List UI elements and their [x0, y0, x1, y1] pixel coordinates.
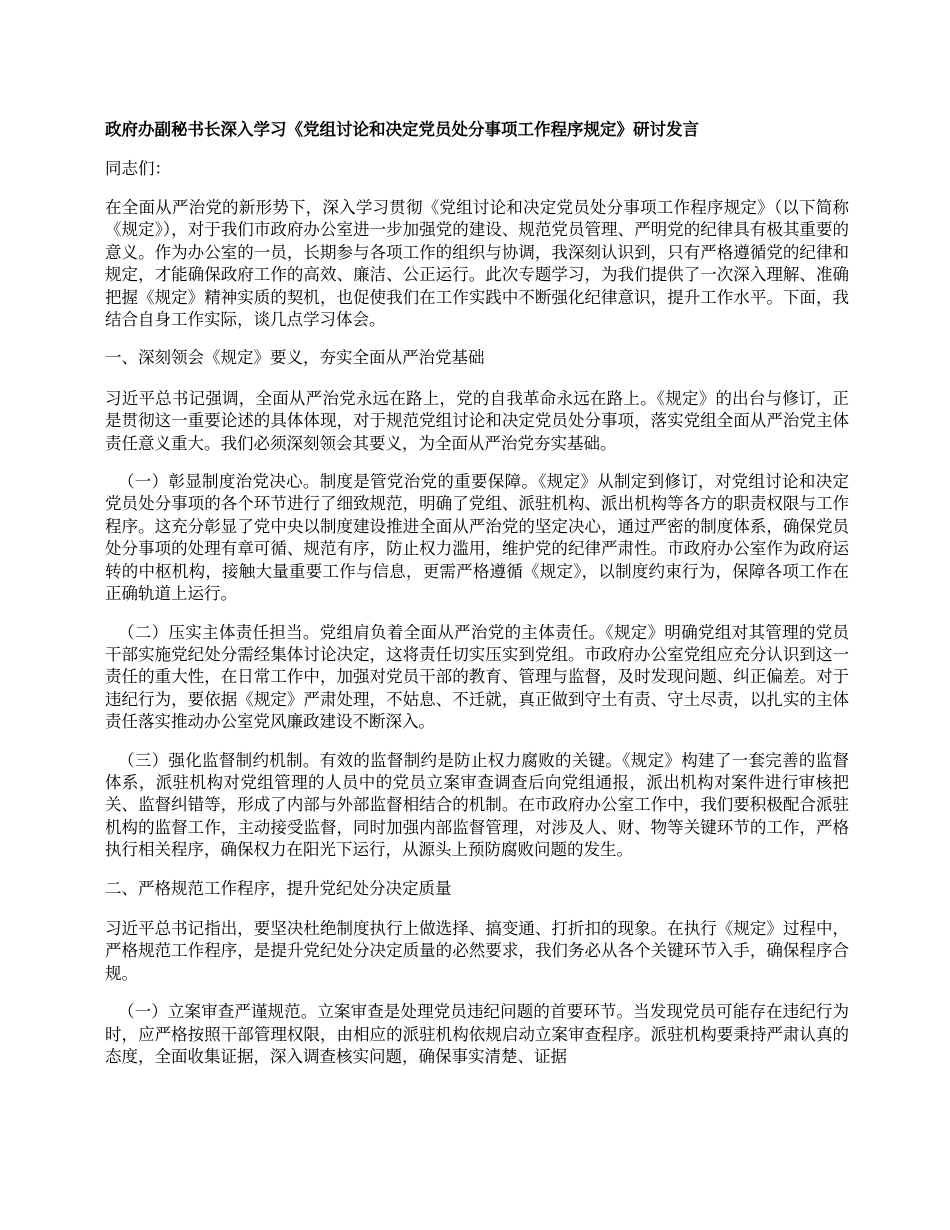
section-heading-1: 一、深刻领会《规定》要义，夯实全面从严治党基础 [105, 348, 485, 368]
salutation: 同志们： [105, 159, 171, 178]
page-title: 政府办副秘书长深入学习《党组讨论和决定党员处分事项工作程序规定》研讨发言 [105, 120, 699, 139]
intro-paragraph: 在全面从严治党的新形势下，深入学习贯彻《党组讨论和决定党员处分事项工作程序规定》（以下简称《规定》），对于我们市政府办公室进一步加强党的建设、规范党员管理、严明党的纪律具有极其重要的意义。作为办公室的一员，长期参与各项工作的组织与协调，我深刻认识到，只有严格遵循党的纪律和规定，才能确保政府工作的高效、廉洁、公正运行。此次专题学习，为我们提供了一次深入理解、准确把握《规定》精神实质的契机，也促使我们在工作实践中不断强化纪律意识，提升工作水平。下面，我结合自身工作实际，谈几点学习体会。 [105, 198, 849, 330]
section-heading-2: 二、严格规范工作程序，提升党纪处分决定质量 [105, 878, 452, 898]
section-2-lead-paragraph: 习近平总书记指出，要坚决杜绝制度执行上做选择、搞变通、打折扣的现象。在执行《规定》过程中，严格规范工作程序，是提升党纪处分决定质量的必然要求，我们务必从各个关键环节入手，确保程序合规。 [105, 918, 849, 983]
section-1-subsection-2: （二）压实主体责任担当。党组肩负着全面从严治党的主体责任。《规定》明确党组对其管理的党员干部实施党纪处分需经集体讨论决定，这将责任切实压实到党组。市政府办公室党组应充分认识到这一责任的重大性，在日常工作中，加强对党员干部的教育、管理与监督，及时发现问题、纠正偏差。对于违纪行为，要依据《规定》严肃处理，不姑息、不迁就，真正做到守土有责、守土尽责，以扎实的主体责任落实推动办公室党风廉政建设不断深入。 [105, 622, 849, 732]
section-1-subsection-3: （三）强化监督制约机制。有效的监督制约是防止权力腐败的关键。《规定》构建了一套完善的监督体系，派驻机构对党组管理的人员中的党员立案审查调查后向党组通报，派出机构对案件进行审核把关、监督纠错等，形成了内部与外部监督相结合的机制。在市政府办公室工作中，我们要积极配合派驻机构的监督工作，主动接受监督，同时加强内部监督管理，对涉及人、财、物等关键环节的工作，严格执行相关程序，确保权力在阳光下运行，从源头上预防腐败问题的发生。 [105, 750, 849, 860]
section-1-subsection-1: （一）彰显制度治党决心。制度是管党治党的重要保障。《规定》从制定到修订，对党组讨论和决定党员处分事项的各个环节进行了细致规范，明确了党组、派驻机构、派出机构等各方的职责权限与工作程序。这充分彰显了党中央以制度建设推进全面从严治党的坚定决心，通过严密的制度体系，确保党员处分事项的处理有章可循、规范有序，防止权力滥用，维护党的纪律严肃性。市政府办公室作为政府运转的中枢机构，接触大量重要工作与信息，更需严格遵循《规定》，以制度约束行为，保障各项工作在正确轨道上运行。 [105, 472, 849, 604]
section-2-subsection-1: （一）立案审查严谨规范。立案审查是处理党员违纪问题的首要环节。当发现党员可能存在违纪行为时，应严格按照干部管理权限，由相应的派驻机构依规启动立案审查程序。派驻机构要秉持严肃认真的态度，全面收集证据，深入调查核实问题，确保事实清楚、证据 [105, 1002, 849, 1066]
document-body [105, 118, 849, 1084]
section-1-lead-paragraph: 习近平总书记强调，全面从严治党永远在路上，党的自我革命永远在路上。《规定》的出台与修订，正是贯彻这一重要论述的具体体现，对于规范党组讨论和决定党员处分事项，落实党组全面从严治党主体责任意义重大。我们必须深刻领会其要义，为全面从严治党夯实基础。 [105, 388, 849, 453]
